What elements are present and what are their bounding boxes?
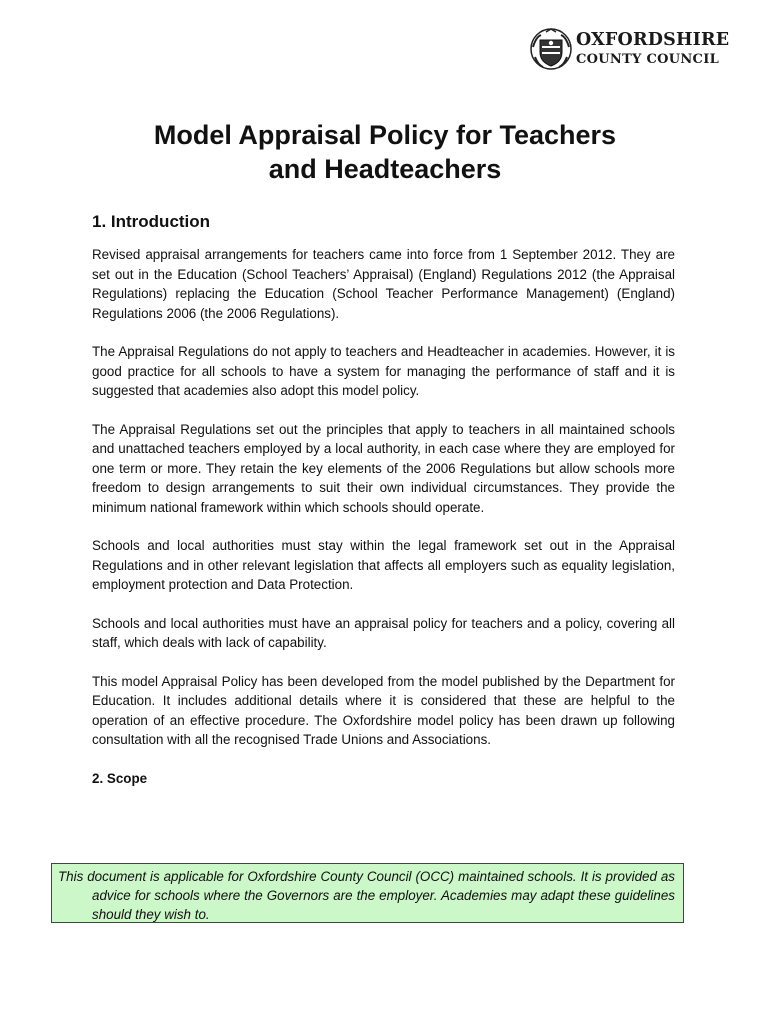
logo-line-2: COUNTY COUNCIL: [576, 51, 720, 67]
oxfordshire-logo: [529, 27, 729, 71]
logo-line-1: OXFORDSHIRE: [576, 30, 730, 51]
title-line-2: and Headteachers: [268, 154, 502, 184]
paragraph: This model Appraisal Policy has been developed from the model published by the Department for Education. It includes additional details where it is considered that these are helpful to the operation of an effective procedure. The Oxfordshire model policy has been drawn up following consultation with all the recognised Trade Unions and Associations.: [92, 673, 675, 747]
document-title: [60, 118, 710, 186]
document-body: [92, 245, 675, 788]
paragraph: The Appraisal Regulations do not apply to teachers and Headteacher in academies. However, it is good practice for all schools to have a system for managing the performance of staff and it is suggested that academies also adopt this model policy.: [92, 344, 675, 398]
section-heading-introduction: 1. Introduction: [92, 212, 211, 231]
paragraph: Schools and local authorities must stay within the legal framework set out in the Appraisal Regulations and in other relevant legislation that affects all employers such as equality legislation, employment protection and Data Protection.: [92, 538, 675, 592]
paragraph: The Appraisal Regulations set out the principles that apply to teachers in all maintained schools and unattached teachers employed by a local authority, in each case where they are employed for one term or more. They retain the key elements of the 2006 Regulations but allow schools more freedom to design arrangements to suit their own individual circumstances. They provide the minimum national framework within which schools should operate.: [92, 421, 675, 515]
scope-notice-box: [51, 863, 684, 923]
scope-notice-text: This document is applicable for Oxfordshire County Council (OCC) maintained schools. It is provided as advice for schools where the Governors are the employer. Academies may adapt these guidelines should they wish to.: [58, 869, 675, 922]
paragraph: Schools and local authorities must have an appraisal policy for teachers and a policy, covering all staff, which deals with lack of capability.: [92, 615, 675, 650]
section-heading-scope: 2. Scope: [92, 770, 148, 786]
paragraph: Revised appraisal arrangements for teachers came into force from 1 September 2012. They are set out in the Education (School Teachers’ Appraisal) (England) Regulations 2012 (the Appraisal Regulations) replacing the Education (School Teacher Performance Management) (England) Regulations 2006 (the 2006 Regulations).: [92, 247, 675, 321]
council-crest-icon: [529, 27, 573, 71]
title-line-1: Model Appraisal Policy for Teachers: [153, 120, 617, 150]
